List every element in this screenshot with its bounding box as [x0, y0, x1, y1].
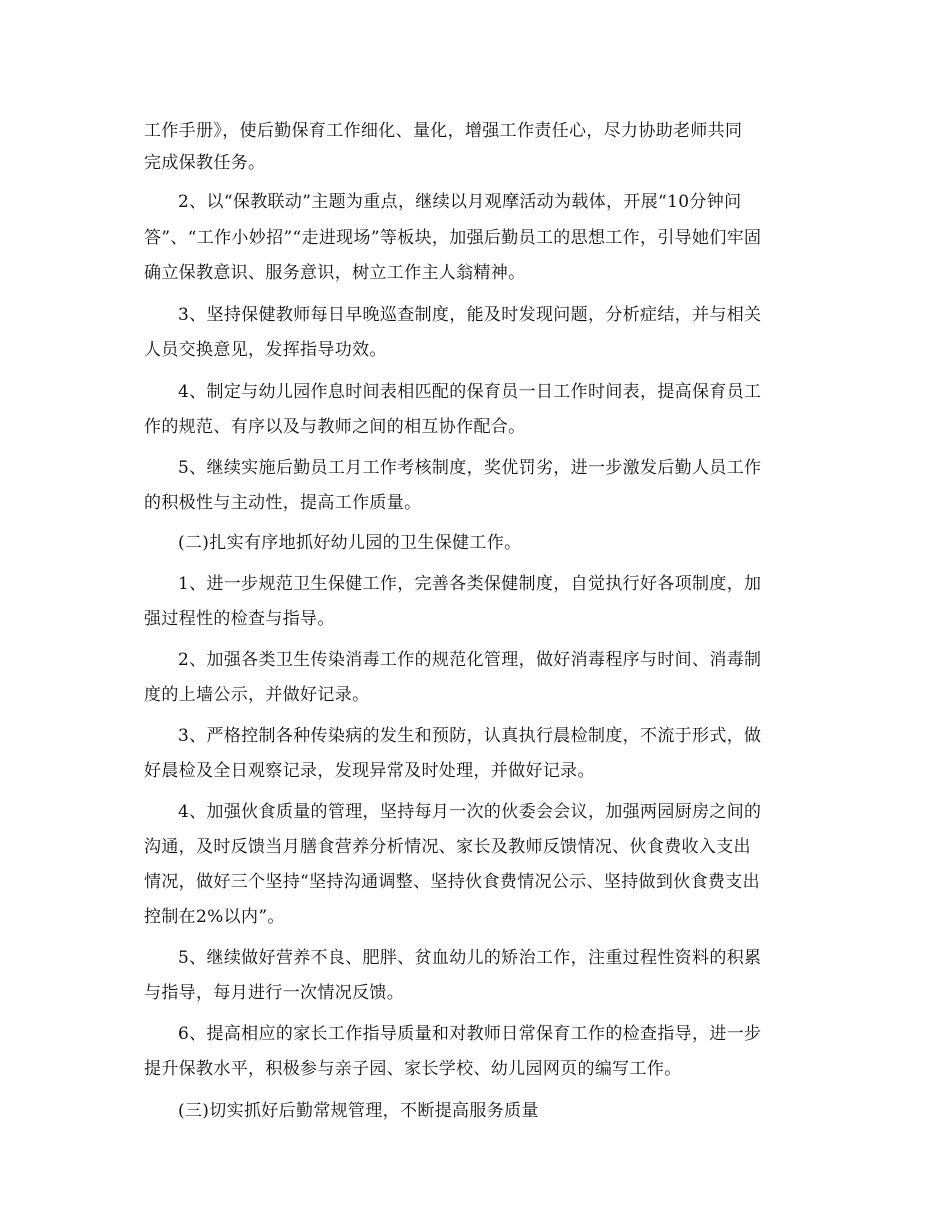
text-line-14: 强过程性的检查与指导。	[144, 609, 335, 629]
text-line-3: 2、以“保教联动”主题为重点，继续以月观摩活动为载体，开展“10分钟问	[178, 192, 742, 212]
text-line-7: 人员交换意见，发挥指导功效。	[144, 340, 387, 360]
text-line-6: 3、坚持保健教师每日早晚巡查制度，能及时发现问题，分析症结，并与相关	[178, 305, 762, 325]
text-line-17: 3、严格控制各种传染病的发生和预防，认真执行晨检制度，不流于形式，做	[178, 726, 762, 746]
text-line-4: 答”、“工作小妙招”“走进现场”等板块，加强后勤员工的思想工作，引导她们牢固	[144, 228, 762, 248]
text-line-16: 度的上墙公示，并做好记录。	[144, 685, 370, 705]
text-line-10: 5、继续实施后勤员工月工作考核制度，奖优罚劣，进一步激发后勤人员工作	[178, 458, 762, 478]
text-line-5: 确立保教意识、服务意识，树立工作主人翁精神。	[144, 263, 526, 283]
text-line-8: 4、制定与幼儿园作息时间表相匹配的保育员一日工作时间表，提高保育员工	[178, 382, 762, 402]
text-line-1: 工作手册》，使后勤保育工作细化、量化，增强工作责任心，尽力协助老师共同	[144, 121, 743, 141]
section-heading-2: (二)扎实有序地抓好幼儿园的卫生保健工作。	[178, 533, 522, 553]
text-line-18: 好晨检及全日观察记录，发现异常及时处理，并做好记录。	[144, 761, 595, 781]
text-line-25: 6、提高相应的家长工作指导质量和对教师日常保育工作的检查指导，进一步	[178, 1024, 762, 1044]
text-line-13: 1、进一步规范卫生保健工作，完善各类保健制度，自觉执行好各项制度，加	[178, 574, 762, 594]
section-heading-3: (三)切实抓好后勤常规管理，不断提高服务质量	[178, 1101, 539, 1121]
text-line-11: 的积极性与主动性，提高工作质量。	[144, 493, 422, 513]
text-line-19: 4、加强伙食质量的管理，坚持每月一次的伙委会会议，加强两园厨房之间的	[178, 802, 762, 822]
text-line-9: 作的规范、有序以及与教师之间的相互协作配合。	[144, 417, 526, 437]
text-line-24: 与指导，每月进行一次情况反馈。	[144, 983, 405, 1003]
text-line-22: 控制在2%以内”。	[144, 907, 285, 927]
text-line-23: 5、继续做好营养不良、肥胖、贫血幼儿的矫治工作，注重过程性资料的积累	[178, 948, 762, 968]
text-line-20: 沟通，及时反馈当月膳食营养分析情况、家长及教师反馈情况、伙食费收入支出	[144, 837, 751, 857]
text-line-26: 提升保教水平，积极参与亲子园、家长学校、幼儿园网页的编写工作。	[144, 1059, 682, 1079]
text-line-21: 情况，做好三个坚持“坚持沟通调整、坚持伙食费情况公示、坚持做到伙食费支出	[144, 872, 760, 892]
text-line-15: 2、加强各类卫生传染消毒工作的规范化管理，做好消毒程序与时间、消毒制	[178, 650, 762, 670]
text-line-2: 完成保教任务。	[144, 153, 266, 173]
